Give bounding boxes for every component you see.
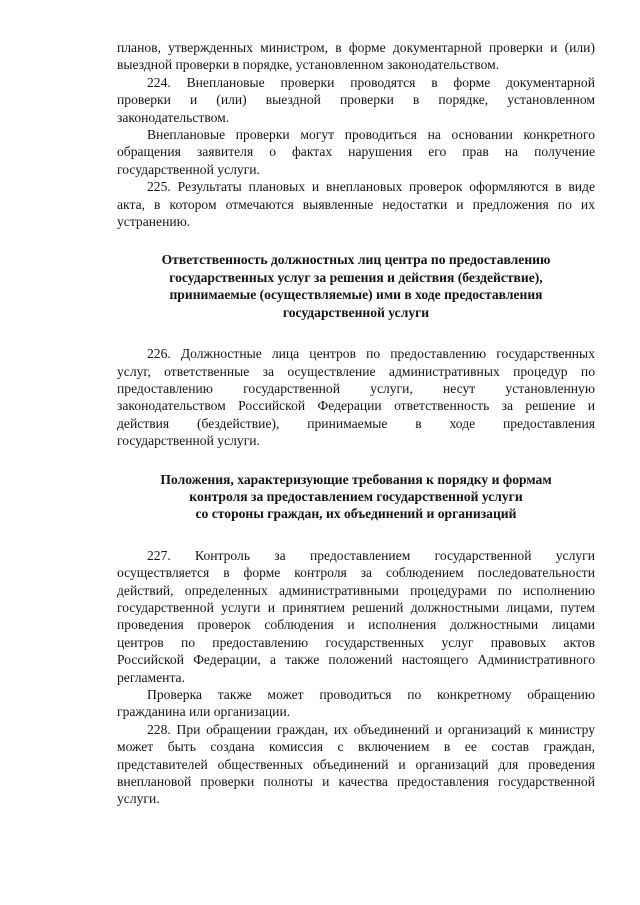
section-heading-control — [117, 471, 595, 523]
paragraph-line: 227. Контроль за предоставлением государственной услуги — [147, 547, 595, 563]
paragraph-line: осуществляется в форме контроля за соблюдением последовательности — [117, 565, 595, 581]
paragraph-line: устранению. — [117, 214, 191, 230]
paragraph-line: представителей общественных объединений и организаций для проведения — [117, 756, 595, 772]
paragraph-line: предоставлению государственной услуги, несут установленную — [117, 380, 595, 396]
paragraph-line: законодательством Российской Федерации ответственность за решение и — [117, 398, 595, 414]
paragraph-line: планов, утвержденных министром, в форме документарной проверки и (или) — [117, 40, 595, 55]
paragraph-line: внеплановой проверки полноты и качества предоставления государственной — [117, 774, 595, 790]
text-block-bottom — [117, 547, 595, 808]
heading-line: Положения, характеризующие требования к порядку и формам — [160, 471, 552, 487]
paragraph-line: Внеплановые проверки могут проводиться на основании конкретного — [147, 127, 595, 143]
paragraph-line: действия (бездействие), принимаемые в ходе предоставления — [117, 415, 595, 431]
paragraph-line: проверки и (или) выездной проверки в порядке, установленном — [117, 92, 595, 108]
text-block-top — [117, 39, 595, 230]
paragraph-line: акта, в котором отмечаются выявленные недостатки и предложения по их — [117, 196, 595, 212]
paragraph-line: Российской Федерации, а также положений настоящего Административного — [117, 652, 595, 668]
heading-line: со стороны граждан, их объединений и организаций — [195, 506, 517, 522]
paragraph-line: может быть создана комиссия с включением в ее состав граждан, — [117, 739, 595, 755]
paragraph-line: выездной проверки в порядке, установленном законодательством. — [117, 57, 500, 73]
section-heading-responsibility — [117, 251, 595, 321]
paragraph-line: услуг, ответственные за осуществление административных процедур по — [117, 363, 595, 379]
paragraph-line: регламента. — [117, 669, 185, 685]
paragraph-line: услуги. — [117, 791, 160, 807]
paragraph-line: проведения проверок соблюдения и исполнения должностными лицами — [117, 617, 595, 633]
heading-line: Ответственность должностных лиц центра по предоставлению — [161, 252, 551, 268]
paragraph-line: Проверка также может проводиться по конкретному обращению — [147, 687, 595, 702]
heading-line: контроля за предоставлением государственной услуги — [189, 488, 523, 504]
paragraph-line: государственной услуги. — [117, 433, 260, 449]
heading-line: государственной услуги — [282, 304, 430, 320]
paragraph-line: действий, определенных административными процедурами по исполнению — [117, 582, 595, 598]
paragraph-line: государственной услуги и принятием решений должностными лицами, путем — [117, 599, 595, 615]
paragraph-line: 228. При обращении граждан, их объединений и организаций к министру — [147, 721, 595, 737]
document-page — [117, 39, 595, 808]
paragraph-line: центров по предоставлению государственных услуг правовых актов — [117, 634, 595, 650]
text-block-middle — [117, 345, 595, 449]
paragraph-line: 224. Внеплановые проверки проводятся в форме документарной — [147, 74, 595, 90]
paragraph-line: 225. Результаты плановых и внеплановых проверок оформляются в виде — [147, 179, 595, 195]
paragraph-line: гражданина или организации. — [117, 704, 291, 720]
paragraph-line: государственной услуги. — [117, 161, 260, 177]
paragraph-line: законодательством. — [117, 109, 230, 125]
heading-line: государственных услуг за решения и действия (бездействие), — [169, 269, 543, 285]
paragraph-line: 226. Должностные лица центров по предоставлению государственных — [147, 346, 595, 362]
heading-line: принимаемые (осуществляемые) ими в ходе предоставления — [169, 287, 543, 303]
paragraph-line: обращения заявителя о фактах нарушения его прав на получение — [117, 144, 595, 160]
